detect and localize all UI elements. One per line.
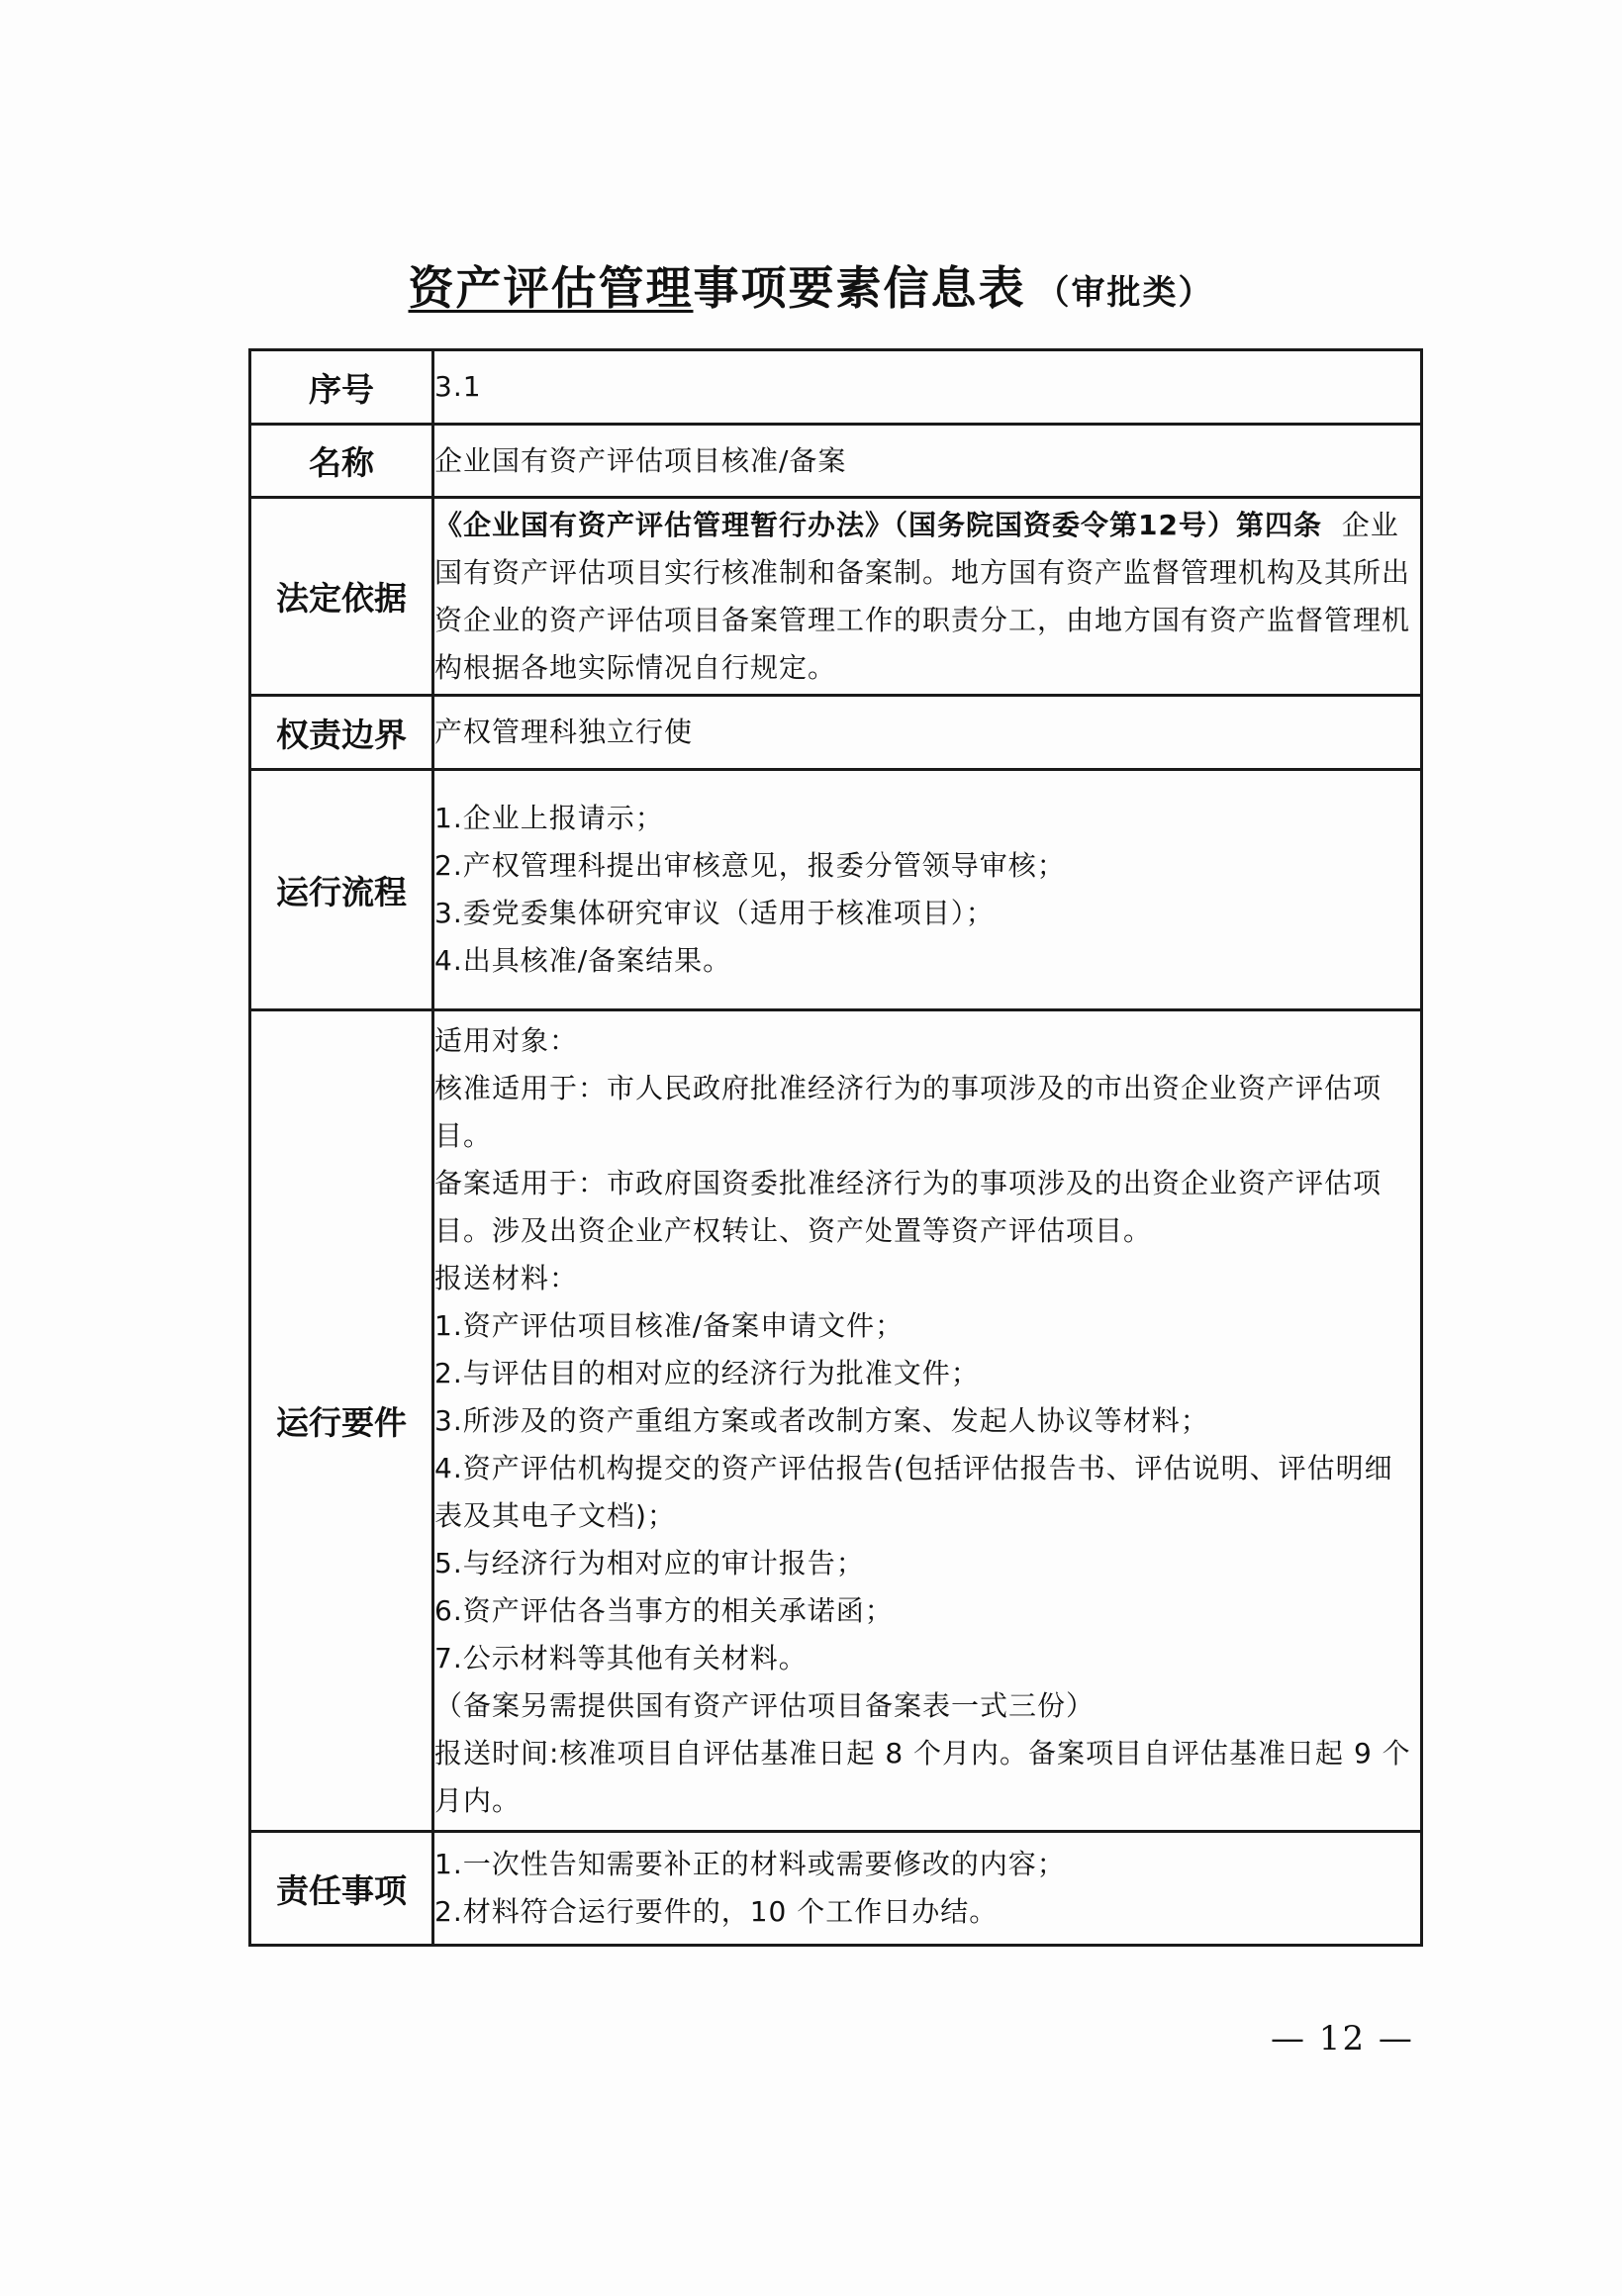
table-row-requirements [250, 1010, 1422, 1832]
row-value-seq: 3.1 [433, 350, 1422, 425]
requirement-line: 备案适用于：市政府国资委批准经济行为的事项涉及的出资企业资产评估项目。涉及出资企业产权转让、资产处置等资产评估项目。 [434, 1166, 1383, 1247]
requirement-line: 适用对象： [434, 1023, 579, 1057]
process-step: 3.委党委集体研究审议（适用于核准项目）； [434, 897, 995, 929]
row-label-authority: 权责边界 [250, 696, 433, 770]
table-row-authority [250, 696, 1422, 770]
row-value-requirements [433, 1010, 1422, 1832]
row-value-authority: 产权管理科独立行使 [433, 696, 1422, 770]
row-value-responsibility [433, 1832, 1422, 1946]
basis-law-reference: 《企业国有资产评估管理暂行办法》（国务院国资委令第12号）第四条 [434, 508, 1322, 541]
responsibility-line: 1.一次性告知需要补正的材料或需要修改的内容； [434, 1848, 1066, 1880]
requirement-line: 7.公示材料等其他有关材料。 [434, 1641, 808, 1674]
basis-law-text: 企业国有资产评估项目实行核准制和备案制。地方国有资产监督管理机构及其所出资企业的资产评估项目备案管理工作的职责分工，由地方国有资产监督管理机构根据各地实际情况自行规定。 [434, 508, 1411, 684]
requirement-line: 4.资产评估机构提交的资产评估报告(包括评估报告书、评估说明、评估明细表及其电子文档)； [434, 1451, 1393, 1532]
requirement-line: 报送时间:核准项目自评估基准日起 8 个月内。备案项目自评估基准日起 9 个月内。 [434, 1736, 1411, 1817]
requirement-line: 核准适用于：市人民政府批准经济行为的事项涉及的市出资企业资产评估项目。 [434, 1071, 1383, 1152]
row-label-requirements: 运行要件 [250, 1010, 433, 1832]
requirement-line: 1.资产评估项目核准/备案申请文件； [434, 1308, 905, 1342]
requirement-line: 报送材料： [434, 1261, 579, 1294]
table-row-basis [250, 498, 1422, 696]
table-row-responsibility [250, 1832, 1422, 1946]
table-row-name [250, 425, 1422, 498]
title-rest: 事项要素信息表 [693, 261, 1026, 315]
row-label-responsibility: 责任事项 [250, 1832, 433, 1946]
requirement-line: 5.与经济行为相对应的审计报告； [434, 1546, 865, 1579]
row-label-basis: 法定依据 [250, 498, 433, 696]
row-value-name: 企业国有资产评估项目核准/备案 [433, 425, 1422, 498]
process-step: 2.产权管理科提出审核意见，报委分管领导审核； [434, 849, 1066, 882]
requirement-line: （备案另需提供国有资产评估项目备案表一式三份） [434, 1688, 1096, 1722]
info-table [248, 348, 1423, 1947]
process-step: 4.出具核准/备案结果。 [434, 944, 732, 977]
row-value-basis [433, 498, 1422, 696]
requirement-line: 6.资产评估各当事方的相关承诺函； [434, 1593, 894, 1627]
row-label-seq: 序号 [250, 350, 433, 425]
requirement-line: 3.所涉及的资产重组方案或者改制方案、发起人协议等材料； [434, 1403, 1209, 1437]
row-value-process [433, 770, 1422, 1010]
table-row-seq [250, 350, 1422, 425]
title-subtitle: （审批类） [1035, 273, 1214, 313]
page-number: — 12 — [1271, 2019, 1414, 2058]
table-row-process [250, 770, 1422, 1010]
process-step: 1.企业上报请示； [434, 802, 664, 834]
basis-text-block [434, 502, 1420, 692]
row-label-name: 名称 [250, 425, 433, 498]
row-label-process: 运行流程 [250, 770, 433, 1010]
responsibility-line: 2.材料符合运行要件的，10 个工作日办结。 [434, 1895, 999, 1928]
requirement-line: 2.与评估目的相对应的经济行为批准文件； [434, 1356, 980, 1389]
title-underlined-part: 资产评估管理 [408, 261, 694, 315]
page-title [0, 252, 1622, 318]
